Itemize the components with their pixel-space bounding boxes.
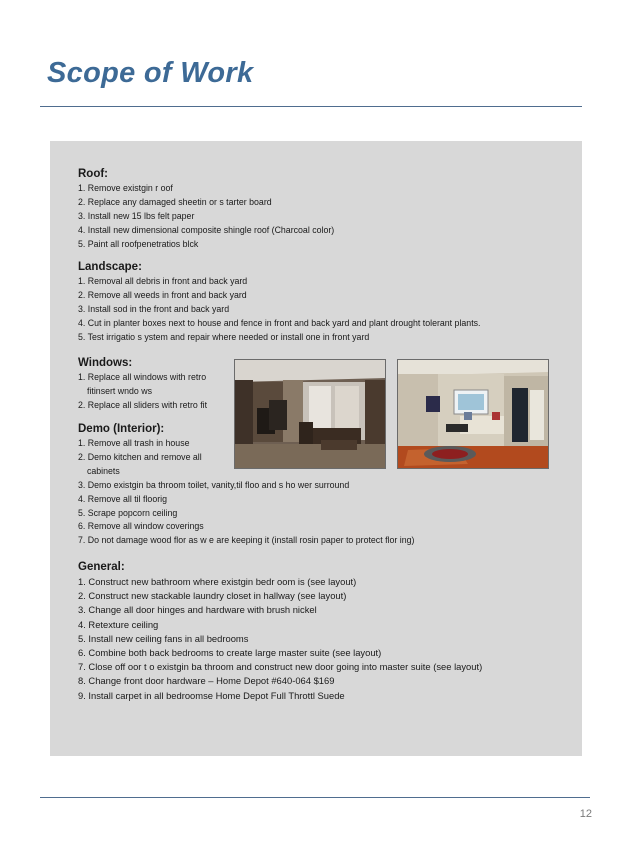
- list-item: 5. Paint all roofpenetratios blck: [78, 238, 199, 249]
- list-item: 5. Scrape popcorn ceiling: [78, 507, 178, 518]
- living-room-photo-staged: [397, 359, 549, 469]
- list-item: 3. Demo existgin ba throom toilet, vanity,til floo and s ho wer surround: [78, 479, 350, 490]
- windows-heading: Windows:: [78, 357, 133, 369]
- list-item: 5. Install new ceiling fans in all bedrooms: [78, 632, 249, 644]
- list-item: 1. Remove existgin r oof: [78, 183, 173, 193]
- living-room-photo-before: [234, 359, 386, 469]
- list-item: 6. Combine both back bedrooms to create large master suite (see layout): [78, 647, 382, 659]
- list-item: 4. Cut in planter boxes next to house and fence in front and back yard and plant drought tolerant plants.: [78, 317, 481, 328]
- list-item: 9. Install carpet in all bedroomse Home Depot Full Throttl Suede: [78, 689, 345, 701]
- list-item: 7. Close off oor t o existgin ba throom and construct new door going into master suite (see layout): [78, 661, 483, 673]
- list-item: 2. Replace any damaged sheetin or s tarter board: [78, 196, 272, 207]
- list-item: 1. Replace all windows with retro: [78, 372, 207, 382]
- list-item: 6. Remove all window coverings: [78, 521, 204, 532]
- scope-panel: [50, 141, 582, 756]
- list-item: 1. Construct new bathroom where existgin bedr oom is (see layout): [78, 576, 357, 587]
- page-title: Scope of Work: [47, 57, 254, 89]
- list-item: 2. Construct new stackable laundry closet in hallway (see layout): [78, 590, 347, 602]
- page-number: 12: [579, 808, 592, 820]
- list-item: 7. Do not damage wood flor as w e are keeping it (install rosin paper to protect flor ing): [78, 535, 415, 546]
- list-item: 1. Remove all trash in house: [78, 438, 190, 448]
- header-divider: [40, 106, 582, 107]
- list-item: 2. Demo kitchen and remove all: [78, 451, 202, 462]
- list-item: 4. Install new dimensional composite shingle roof (Charcoal color): [78, 224, 335, 235]
- list-item: 4. Remove all til floorig: [78, 493, 167, 504]
- footer-divider: [40, 797, 590, 798]
- list-item: 3. Install new 15 lbs felt paper: [78, 210, 195, 221]
- list-item: 2. Replace all sliders with retro fit: [78, 399, 208, 410]
- list-item: 1. Removal all debris in front and back yard: [78, 276, 248, 286]
- roof-heading: Roof:: [78, 168, 109, 180]
- roof-section: [78, 168, 334, 252]
- demo-heading: Demo (Interior):: [78, 423, 165, 435]
- list-item: 5. Test irrigatio s ystem and repair where needed or install one in front yard: [78, 331, 370, 342]
- landscape-section: [78, 261, 480, 345]
- list-item: 3. Change all door hinges and hardware with brush nickel: [78, 604, 317, 616]
- general-heading: General:: [78, 561, 125, 573]
- general-section: [78, 561, 482, 703]
- windows-section: [78, 357, 207, 413]
- list-item: cabinets: [87, 465, 120, 476]
- list-item: 2. Remove all weeds in front and back yard: [78, 289, 247, 300]
- landscape-heading: Landscape:: [78, 261, 142, 273]
- list-item: 8. Change front door hardware – Home Depot #640-064 $169: [78, 675, 335, 687]
- list-item: 3. Install sod in the front and back yard: [78, 303, 230, 314]
- list-item: fitinsert wndo ws: [87, 385, 153, 396]
- list-item: 4. Retexture ceiling: [78, 618, 159, 630]
